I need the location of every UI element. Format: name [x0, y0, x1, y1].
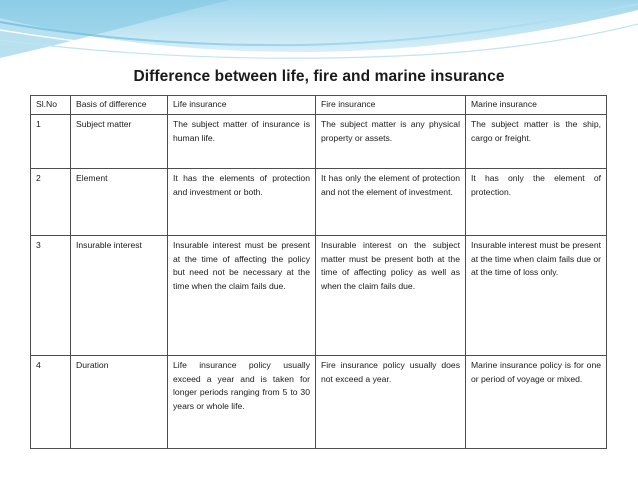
- header-marine: Marine insurance: [466, 96, 607, 115]
- cell-basis: Subject matter: [71, 115, 168, 169]
- table-row: [31, 115, 607, 169]
- cell-sl-no: 1: [31, 115, 71, 169]
- cell-life: Life insurance policy usually exceed a year and is taken for longer periods ranging from 5 to 30 years or whole life.: [168, 356, 316, 449]
- header-fire: Fire insurance: [316, 96, 466, 115]
- cell-marine: Marine insurance policy is for one or period of voyage or mixed.: [466, 356, 607, 449]
- cell-fire: Fire insurance policy usually does not exceed a year.: [316, 356, 466, 449]
- cell-sl-no: 3: [31, 236, 71, 356]
- cell-fire: It has only the element of protection and not the element of investment.: [316, 169, 466, 236]
- cell-life: The subject matter of insurance is human life.: [168, 115, 316, 169]
- cell-marine: The subject matter is the ship, cargo or freight.: [466, 115, 607, 169]
- cell-life: It has the elements of protection and investment or both.: [168, 169, 316, 236]
- table-row: [31, 356, 607, 449]
- comparison-table: [30, 95, 607, 449]
- cell-sl-no: 4: [31, 356, 71, 449]
- cell-basis: Insurable interest: [71, 236, 168, 356]
- page-title: Difference between life, fire and marine insurance: [133, 68, 505, 85]
- cell-sl-no: 2: [31, 169, 71, 236]
- header-sl-no: Sl.No: [31, 96, 71, 115]
- table-header-row: [31, 96, 607, 115]
- cell-basis: Element: [71, 169, 168, 236]
- cell-fire: Insurable interest on the subject matter must be present both at the time of affecting policy as well as when the claim fails due.: [316, 236, 466, 356]
- cell-fire: The subject matter is any physical property or assets.: [316, 115, 466, 169]
- cell-life: Insurable interest must be present at the time of affecting the policy but need not be necessary at the time when the claim fails due.: [168, 236, 316, 356]
- table-row: [31, 169, 607, 236]
- header-life: Life insurance: [168, 96, 316, 115]
- table-row: [31, 236, 607, 356]
- header-wave-decoration: [0, 0, 638, 62]
- cell-basis: Duration: [71, 356, 168, 449]
- cell-marine: It has only the element of protection.: [466, 169, 607, 236]
- header-basis: Basis of difference: [71, 96, 168, 115]
- cell-marine: Insurable interest must be present at the time when claim fails due or at the time of loss only.: [466, 236, 607, 356]
